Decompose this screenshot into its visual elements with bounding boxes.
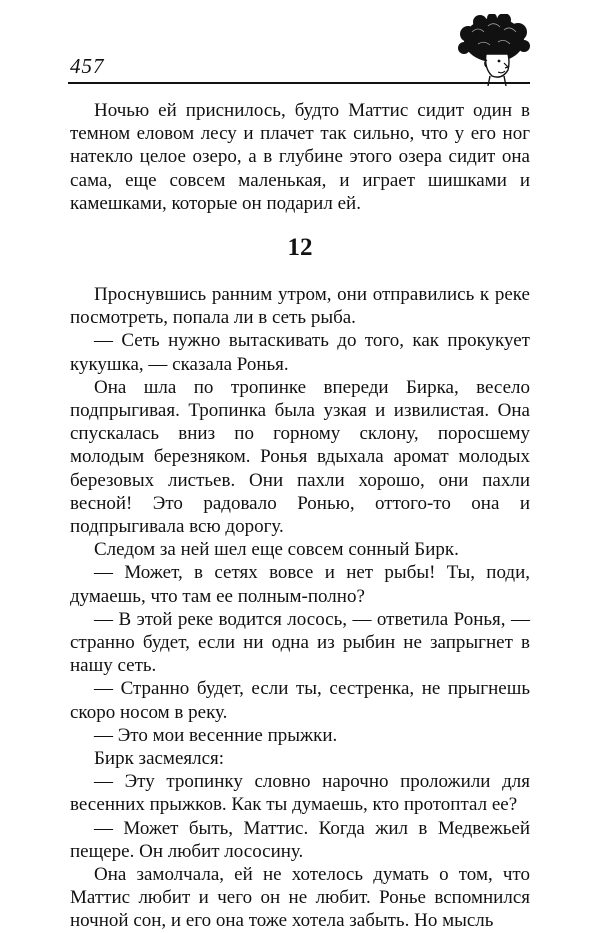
intro-text [70,99,530,215]
paragraph: — Это мои весенние прыжки. [94,724,338,746]
paragraph: Она замолчала, ей не хотелось думать о том, что Маттис любит и чего он не любит. Ронье вспомнился ночной сон, и его она тоже хотела забыть. Но мысль [70,864,530,932]
paragraph: Следом за ней шел еще совсем сонный Бирк. [94,539,459,561]
chapter-body [70,283,530,933]
paragraph: Ночью ей приснилось, будто Маттис сидит один в темном еловом лесу и плачет так сильно, что у его ног натекло целое озеро, а в глубине этого озера сидит она сама, еще совсем маленькая, и играет шишками и камешками, которые он подарил ей. [70,100,530,214]
paragraph: Она шла по тропинке впереди Бирка, весело подпрыгивая. Тропинка была узкая и извилистая. Она спускалась вниз по горному склону, поросшему молодым березняком. Ронья вдыхала аромат молодых березовых листьев. Они пахли хорошо, они пахли весной! Это радовало Ронью, оттого-то она и подпрыгивала всю дорогу. [70,376,530,538]
paragraph: Бирк засмеялся: [94,748,225,770]
paragraph: — В этой реке водится лосось, — ответила Ронья, — странно будет, если ни одна из рыбин не запрыгнет в нашу сеть. [70,608,530,677]
paragraph: — Странно будет, если ты, сестренка, не прыгнешь скоро носом в реку. [70,678,530,723]
paragraph: — Может быть, Маттис. Когда жил в Медвежьей пещере. Он любит лососину. [70,817,530,862]
paragraph: — Эту тропинку словно нарочно проложили для весенних прыжков. Как ты думаешь, кто протоптал ее? [70,771,530,816]
page-number: 457 [70,54,105,78]
paragraph: Проснувшись ранним утром, они отправились к реке посмотреть, попала ли в сеть рыба. [70,284,530,329]
chapter-number: 12 [287,234,313,261]
paragraph: — Может, в сетях вовсе и нет рыбы! Ты, поди, думаешь, что там ее полным-полно? [70,562,530,607]
paragraph: — Сеть нужно вытаскивать до того, как прокукует кукушка, — сказала Ронья. [70,330,530,375]
tousled-hair-child-icon [452,14,536,86]
